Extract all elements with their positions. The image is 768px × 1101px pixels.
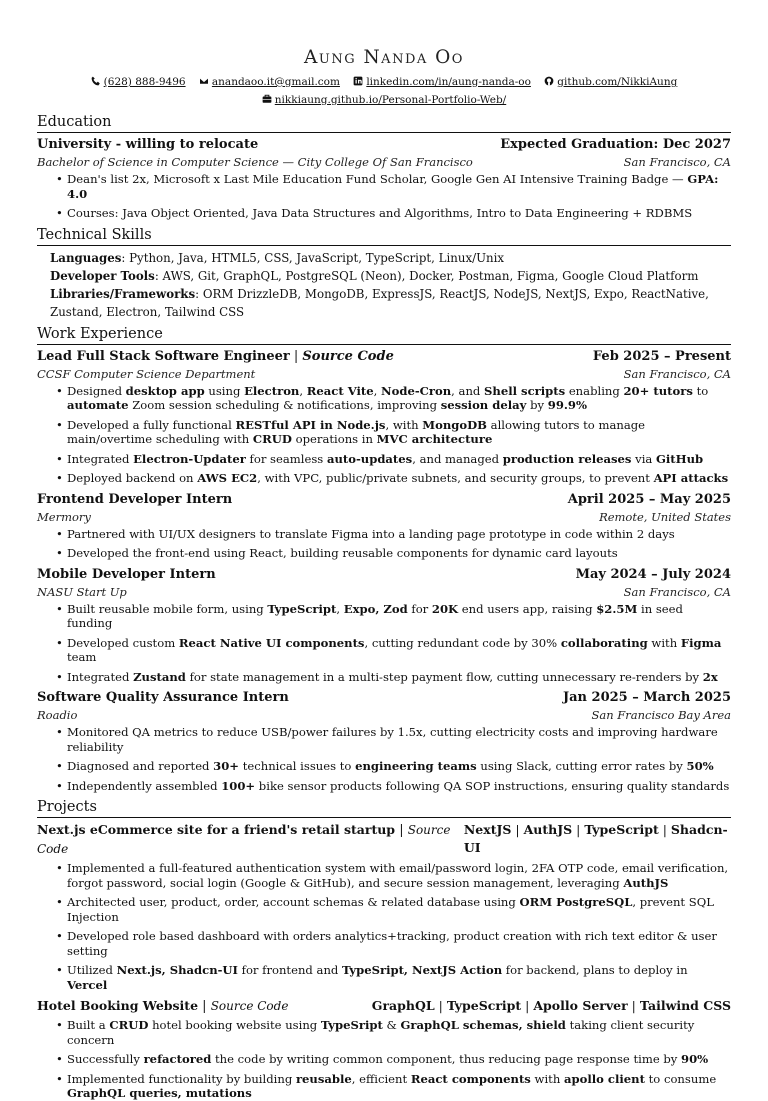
- skills-tools: Developer Tools: AWS, Git, GraphQL, PostgreSQL (Neon), Docker, Postman, Figma, Google Cloud Platform: [50, 268, 699, 283]
- list-item: • Partnered with UI/UX designers to translate Figma into a landing page prototype in code within 2 days: [67, 527, 731, 542]
- list-item: • Built reusable mobile form, using TypeScript, Expo, Zod for 20K end users app, raising $2.5M in seed funding: [67, 602, 731, 631]
- source-code-link[interactable]: Source Code: [210, 999, 289, 1013]
- list-item: • Developed a fully functional RESTful API in Node.js, with MongoDB allowing tutors to manage main/overtime scheduling with CRUD operations in MVC architecture: [67, 418, 731, 447]
- job-date: Jan 2025 – March 2025: [562, 690, 731, 705]
- project-title: Next.js eCommerce site for a friend's retail startup | Source Code: [37, 822, 451, 856]
- education-bullets: [37, 172, 731, 221]
- list-item: • Integrated Zustand for state management in a multi-step payment flow, cutting unnecessary re-renders by 2x: [67, 670, 731, 685]
- list-item: • Utilized Next.js, Shadcn-UI for frontend and TypeSript, NextJS Action for backend, plans to deploy in Vercel: [67, 963, 731, 992]
- list-item: • Successfully refactored the code by writing common component, thus reducing page response time by 90%: [67, 1052, 731, 1067]
- project-entry: [37, 997, 731, 1101]
- list-item: • Independently assembled 100+ bike sensor products following QA SOP instructions, ensuring quality standards: [67, 779, 731, 794]
- envelope-icon: [199, 76, 209, 86]
- project-entry: [37, 821, 731, 992]
- job-location: San Francisco Bay Area: [591, 708, 731, 722]
- job-company: CCSF Computer Science Department: [37, 366, 256, 381]
- education-location: San Francisco, CA: [623, 155, 731, 169]
- job-company: Roadio: [37, 708, 78, 722]
- job-company: NASU Start Up: [37, 584, 127, 599]
- job-date: Feb 2025 – Present: [592, 348, 731, 364]
- job-company: Mermory: [37, 509, 91, 524]
- phone-link[interactable]: (628) 888-9496: [91, 73, 186, 91]
- project-title: Hotel Booking Website | Source Code: [37, 998, 289, 1014]
- list-item: • Diagnosed and reported 30+ technical issues to engineering teams using Slack, cutting error rates by 50%: [67, 759, 731, 774]
- list-item: • Designed desktop app using Electron, React Vite, Node-Cron, and Shell scripts enabling 20+ tutors to automate Zoom session scheduling & notifications, improving session delay by 99.9%: [67, 384, 731, 413]
- job-date: April 2025 – May 2025: [567, 491, 731, 507]
- github-icon: [544, 76, 554, 86]
- degree: Bachelor of Science in Computer Science — City College Of San Francisco: [37, 155, 473, 169]
- projects-heading: Projects: [37, 798, 731, 818]
- skills-libraries: Libraries/Frameworks: ORM DrizzleDB, MongoDB, ExpressJS, ReactJS, NodeJS, NextJS, Expo, ReactNative, Zustand, Electron, Tailwind CSS: [50, 286, 709, 319]
- job-entry: [37, 566, 731, 685]
- school-name: University - willing to relocate: [37, 137, 259, 152]
- job-location: San Francisco, CA: [623, 584, 731, 599]
- list-item: • Deployed backend on AWS EC2, with VPC, public/private subnets, and security groups, to prevent API attacks: [67, 471, 731, 486]
- list-item: • Developed role based dashboard with orders analytics+tracking, product creation with rich text editor & user setting: [67, 929, 731, 958]
- skills-heading: Technical Skills: [37, 226, 731, 246]
- linkedin-link[interactable]: linkedin.com/in/aung-nanda-oo: [353, 73, 531, 91]
- job-location: Remote, United States: [599, 509, 731, 524]
- list-item: • Built a CRUD hotel booking website using TypeSript & GraphQL schemas, shield taking client security concern: [67, 1018, 731, 1047]
- job-location: San Francisco, CA: [623, 366, 731, 381]
- experience-heading: Work Experience: [37, 325, 731, 345]
- source-code-link[interactable]: Source Code: [37, 823, 451, 856]
- skills-block: [37, 249, 731, 321]
- list-item: • Integrated Electron-Updater for seamless auto-updates, and managed production releases via GitHub: [67, 452, 731, 467]
- list-item: • Developed custom React Native UI components, cutting redundant code by 30% collaborating with Figma team: [67, 636, 731, 665]
- job-title: Frontend Developer Intern: [37, 491, 233, 507]
- job-entry: [37, 348, 731, 486]
- list-item: • Developed the front-end using React, building reusable components for dynamic card layouts: [67, 546, 731, 561]
- list-item: • Courses: Java Object Oriented, Java Data Structures and Algorithms, Intro to Data Engineering + RDBMS: [67, 206, 731, 221]
- contact-bar: [37, 73, 731, 109]
- candidate-name: Aung Nanda Oo: [304, 47, 464, 68]
- github-link[interactable]: github.com/NikkiAung: [544, 73, 677, 91]
- job-bullets: [37, 527, 731, 561]
- portfolio-link[interactable]: nikkiaung.github.io/Personal-Portfolio-Web/: [262, 91, 506, 109]
- job-title: Mobile Developer Intern: [37, 566, 216, 582]
- list-item: • Monitored QA metrics to reduce USB/power failures by 1.5x, cutting electricity costs and improving hardware reliability: [67, 725, 731, 754]
- project-tech: NextJS | AuthJS | TypeScript | Shadcn-UI: [463, 822, 728, 855]
- job-entry: [37, 491, 731, 561]
- gpa: GPA: 4.0: [67, 172, 719, 201]
- list-item: • Architected user, product, order, account schemas & related database using ORM PostgreSQL, prevent SQL Injection: [67, 895, 731, 924]
- education-heading: Education: [37, 113, 731, 133]
- skills-languages: Languages: Python, Java, HTML5, CSS, JavaScript, TypeScript, Linux/Unix: [50, 250, 505, 265]
- list-item: • Implemented a full-featured authentication system with email/password login, 2FA OTP code, email verification, forgot password, social login (Google & GitHub), and secure session management, leveraging AuthJS: [67, 861, 731, 890]
- job-bullets: [37, 725, 731, 793]
- job-bullets: [37, 602, 731, 685]
- linkedin-icon: [353, 76, 363, 86]
- email-link[interactable]: anandaoo.it@gmail.com: [199, 73, 340, 91]
- job-entry: [37, 689, 731, 793]
- phone-icon: [91, 76, 101, 86]
- project-tech: GraphQL | TypeScript | Apollo Server | Tailwind CSS: [371, 998, 731, 1013]
- job-bullets: [37, 384, 731, 486]
- education-entry: [37, 136, 731, 221]
- graduation-date: Expected Graduation: Dec 2027: [500, 137, 731, 152]
- list-item: • Dean's list 2x, Microsoft x Last Mile Education Fund Scholar, Google Gen AI Intensive Training Badge — GPA: 4.0: [67, 172, 731, 201]
- briefcase-icon: [262, 94, 272, 104]
- job-title: Software Quality Assurance Intern: [37, 690, 289, 705]
- source-code-link[interactable]: Source Code: [302, 348, 394, 364]
- job-date: May 2024 – July 2024: [575, 566, 731, 582]
- list-item: • Implemented functionality by building reusable, efficient React components with apollo client to consume GraphQL queries, mutations: [67, 1072, 731, 1101]
- project-bullets: [37, 1018, 731, 1101]
- job-title: Lead Full Stack Software Engineer | Source Code: [37, 348, 394, 364]
- project-bullets: [37, 861, 731, 992]
